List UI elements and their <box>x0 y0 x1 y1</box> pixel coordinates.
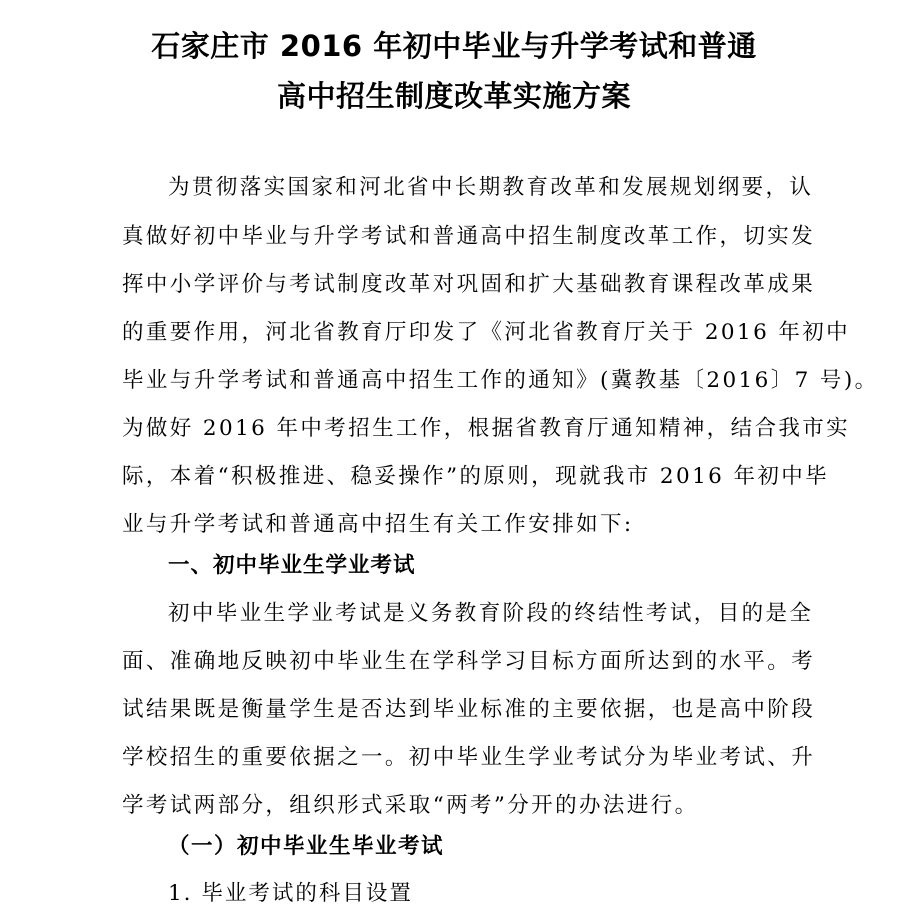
section-1-line: 学考试两部分，组织形式采取“两考”分开的办法进行。 <box>122 793 699 818</box>
section-1-line: 初中毕业生学业考试是义务教育阶段的终结性考试，目的是全 <box>168 601 814 626</box>
intro-line: 毕业与升学考试和普通高中招生工作的通知》(冀教基〔2016〕7 号)。 <box>122 368 879 393</box>
intro-line: 的重要作用，河北省教育厅印发了《河北省教育厅关于 2016 年初中 <box>122 320 851 345</box>
section-1-heading: 一、初中毕业生学业考试 <box>168 553 416 578</box>
item-heading: 1. 毕业考试的科目设置 <box>168 881 413 906</box>
section-1-line: 学校招生的重要依据之一。初中毕业生学业考试分为毕业考试、升 <box>122 745 816 770</box>
subsection-heading: （一）初中毕业生毕业考试 <box>168 834 445 859</box>
intro-line: 为贯彻落实国家和河北省中长期教育改革和发展规划纲要，认 <box>168 175 814 200</box>
section-1-line: 面、准确地反映初中毕业生在学科学习目标方面所达到的水平。考 <box>122 649 816 674</box>
intro-line: 真做好初中毕业与升学考试和普通高中招生制度改革工作，切实发 <box>122 224 816 249</box>
document-title-line-1: 石家庄市 2016 年初中毕业与升学考试和普通 <box>151 29 757 63</box>
intro-line: 挥中小学评价与考试制度改革对巩固和扩大基础教育课程改革成果 <box>122 272 816 297</box>
section-1-line: 试结果既是衡量学生是否达到毕业标准的主要依据，也是高中阶段 <box>122 697 816 722</box>
document-title-line-2: 高中招生制度改革实施方案 <box>276 79 631 113</box>
intro-line: 为做好 2016 年中考招生工作，根据省教育厅通知精神，结合我市实 <box>122 416 851 441</box>
intro-line: 际，本着“积极推进、稳妥操作”的原则，现就我市 2016 年初中毕 <box>122 464 830 489</box>
intro-line: 业与升学考试和普通高中招生有关工作安排如下: <box>122 512 634 537</box>
